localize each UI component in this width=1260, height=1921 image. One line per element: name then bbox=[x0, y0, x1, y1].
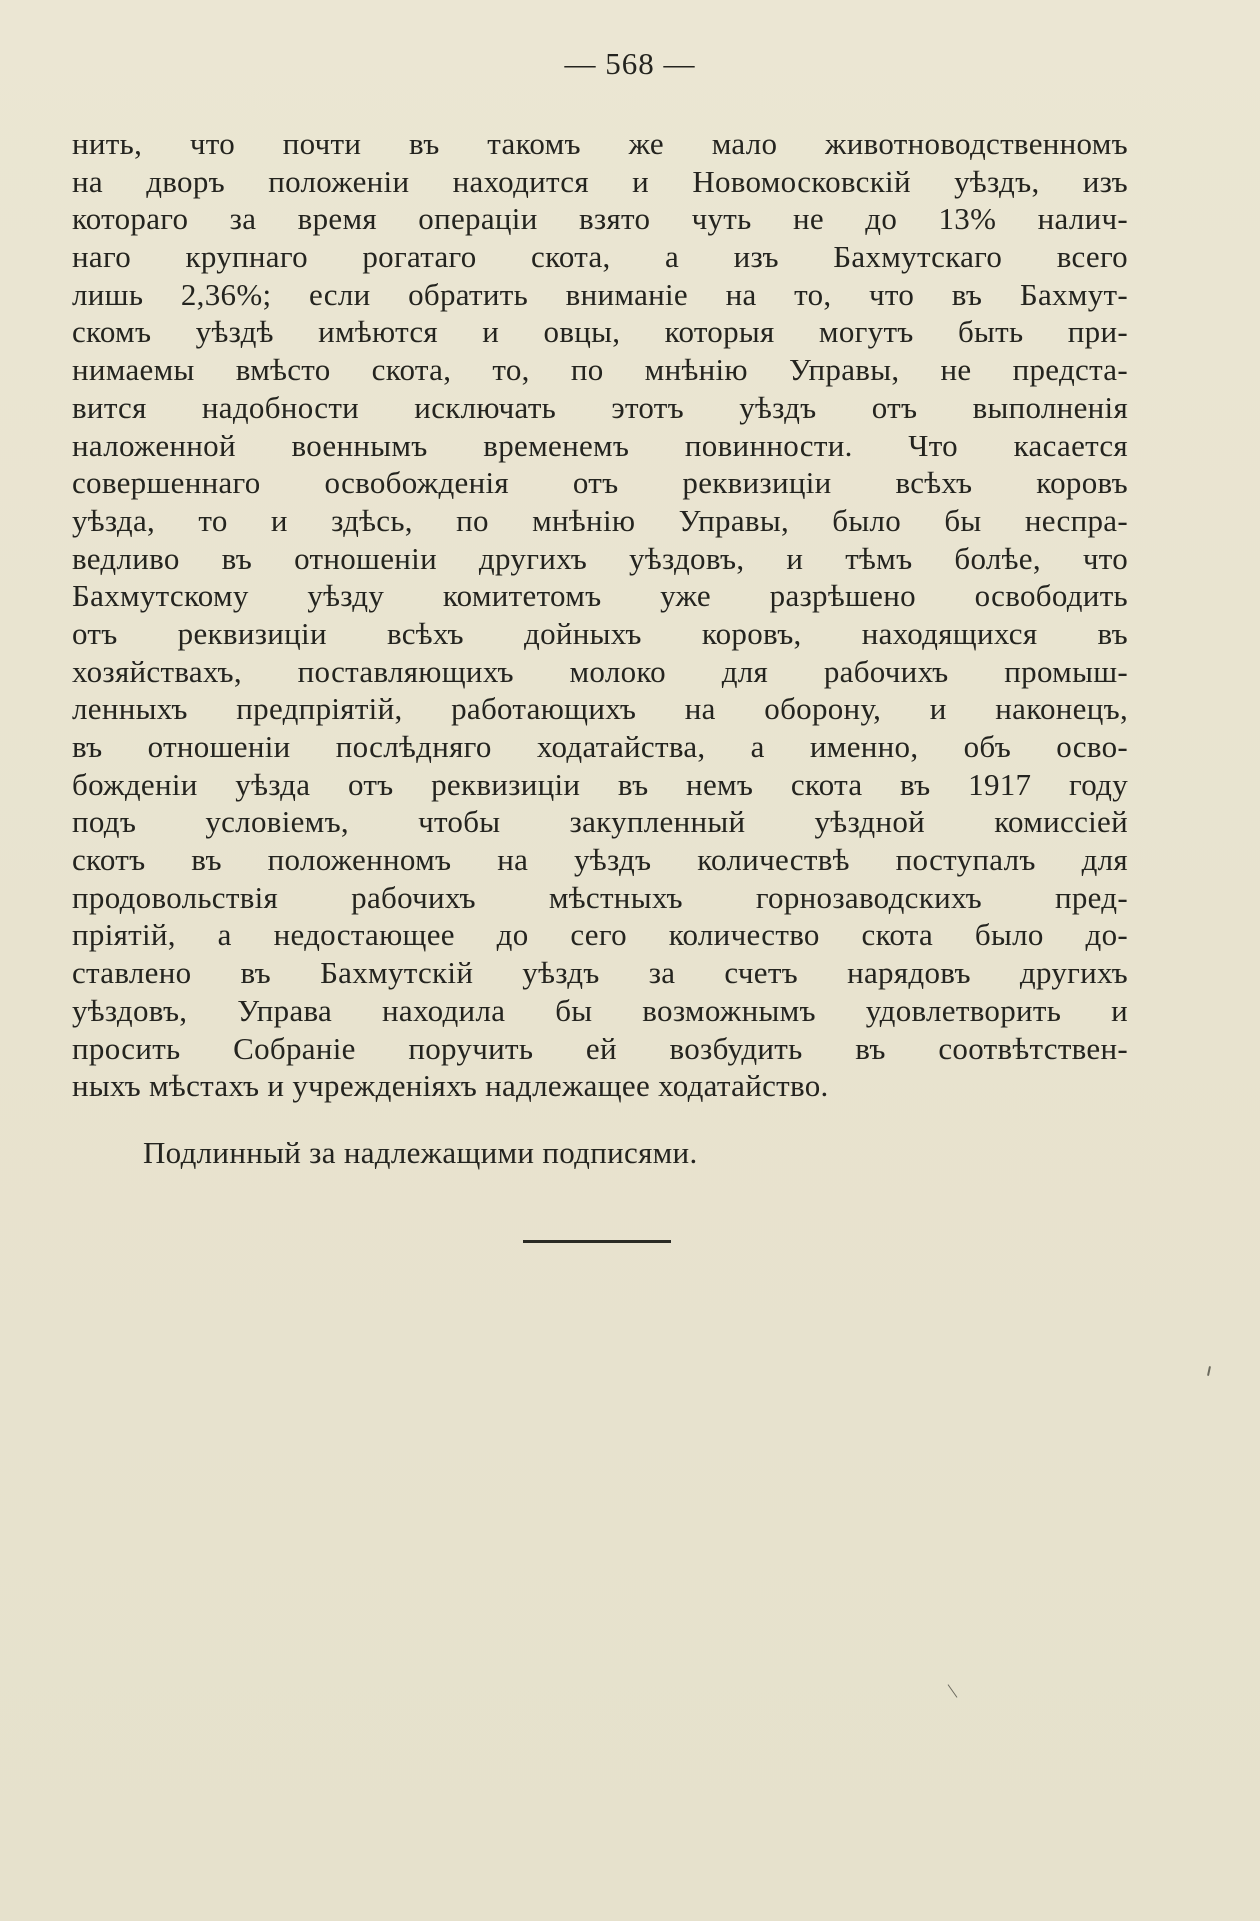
text-line: божденіи уѣзда отъ реквизиціи въ немъ скота въ 1917 году bbox=[72, 766, 1128, 802]
text-line: котораго за время операціи взято чуть не до 13% налич- bbox=[72, 201, 1128, 237]
text-line: совершеннаго освобожденія отъ реквизиціи всѣхъ коровъ bbox=[72, 465, 1128, 501]
text-line: просить Собраніе поручить ей возбудить въ соотвѣтствен- bbox=[72, 1030, 1128, 1066]
paper-speck bbox=[948, 1684, 958, 1698]
text-line: продовольствія рабочихъ мѣстныхъ горнозаводскихъ пред- bbox=[72, 879, 1128, 915]
text-line: пріятій, а недостающее до сего количество скота было до- bbox=[72, 917, 1128, 953]
signature-note: Подлинный за надлежащими подписями. bbox=[143, 1135, 698, 1170]
text-line: уѣзда, то и здѣсь, по мнѣнію Управы, было бы неспра- bbox=[72, 502, 1128, 538]
text-line: вится надобности исключать этотъ уѣздъ отъ выполненія bbox=[72, 389, 1128, 425]
text-line: Бахмутскому уѣзду комитетомъ уже разрѣшено освободить bbox=[72, 578, 1128, 614]
text-line: скомъ уѣздѣ имѣются и овцы, которыя могутъ быть при- bbox=[72, 314, 1128, 350]
text-line: уѣздовъ, Управа находила бы возможнымъ удовлетворить и bbox=[72, 992, 1128, 1028]
body-paragraph bbox=[72, 125, 1128, 1105]
text-line: ставлено въ Бахмутскій уѣздъ за счетъ нарядовъ другихъ bbox=[72, 955, 1128, 991]
text-line: наго крупнаго рогатаго скота, а изъ Бахмутскаго всего bbox=[72, 239, 1128, 275]
page-number: — 568 — bbox=[564, 46, 696, 81]
text-line: на дворъ положеніи находится и Новомосковскій уѣздъ, изъ bbox=[72, 163, 1128, 199]
text-line: наложенной военнымъ временемъ повинности. Что касается bbox=[72, 427, 1128, 463]
text-line: отъ реквизиціи всѣхъ дойныхъ коровъ, находящихся въ bbox=[72, 615, 1128, 651]
text-line: нить, что почти въ такомъ же мало животноводственномъ bbox=[72, 126, 1128, 161]
text-line: подъ условіемъ, чтобы закупленный уѣздной комиссіей bbox=[72, 804, 1128, 840]
text-line: нимаемы вмѣсто скота, то, по мнѣнію Управы, не предста- bbox=[72, 352, 1128, 388]
text-line: ведливо въ отношеніи другихъ уѣздовъ, и тѣмъ болѣе, что bbox=[72, 540, 1128, 576]
text-line: ныхъ мѣстахъ и учрежденіяхъ надлежащее ходатайство. bbox=[72, 1068, 829, 1104]
text-line: лишь 2,36%; если обратить вниманіе на то, что въ Бахмут- bbox=[72, 276, 1128, 312]
closing-rule bbox=[523, 1240, 671, 1243]
text-line: хозяйствахъ, поставляющихъ молоко для рабочихъ промыш- bbox=[72, 653, 1128, 689]
text-line: въ отношеніи послѣдняго ходатайства, а именно, объ осво- bbox=[72, 729, 1128, 764]
paper-speck bbox=[1207, 1366, 1211, 1376]
text-line: ленныхъ предпріятій, работающихъ на оборону, и наконецъ, bbox=[72, 691, 1128, 727]
text-line: скотъ въ положенномъ на уѣздъ количествѣ поступалъ для bbox=[72, 842, 1128, 878]
